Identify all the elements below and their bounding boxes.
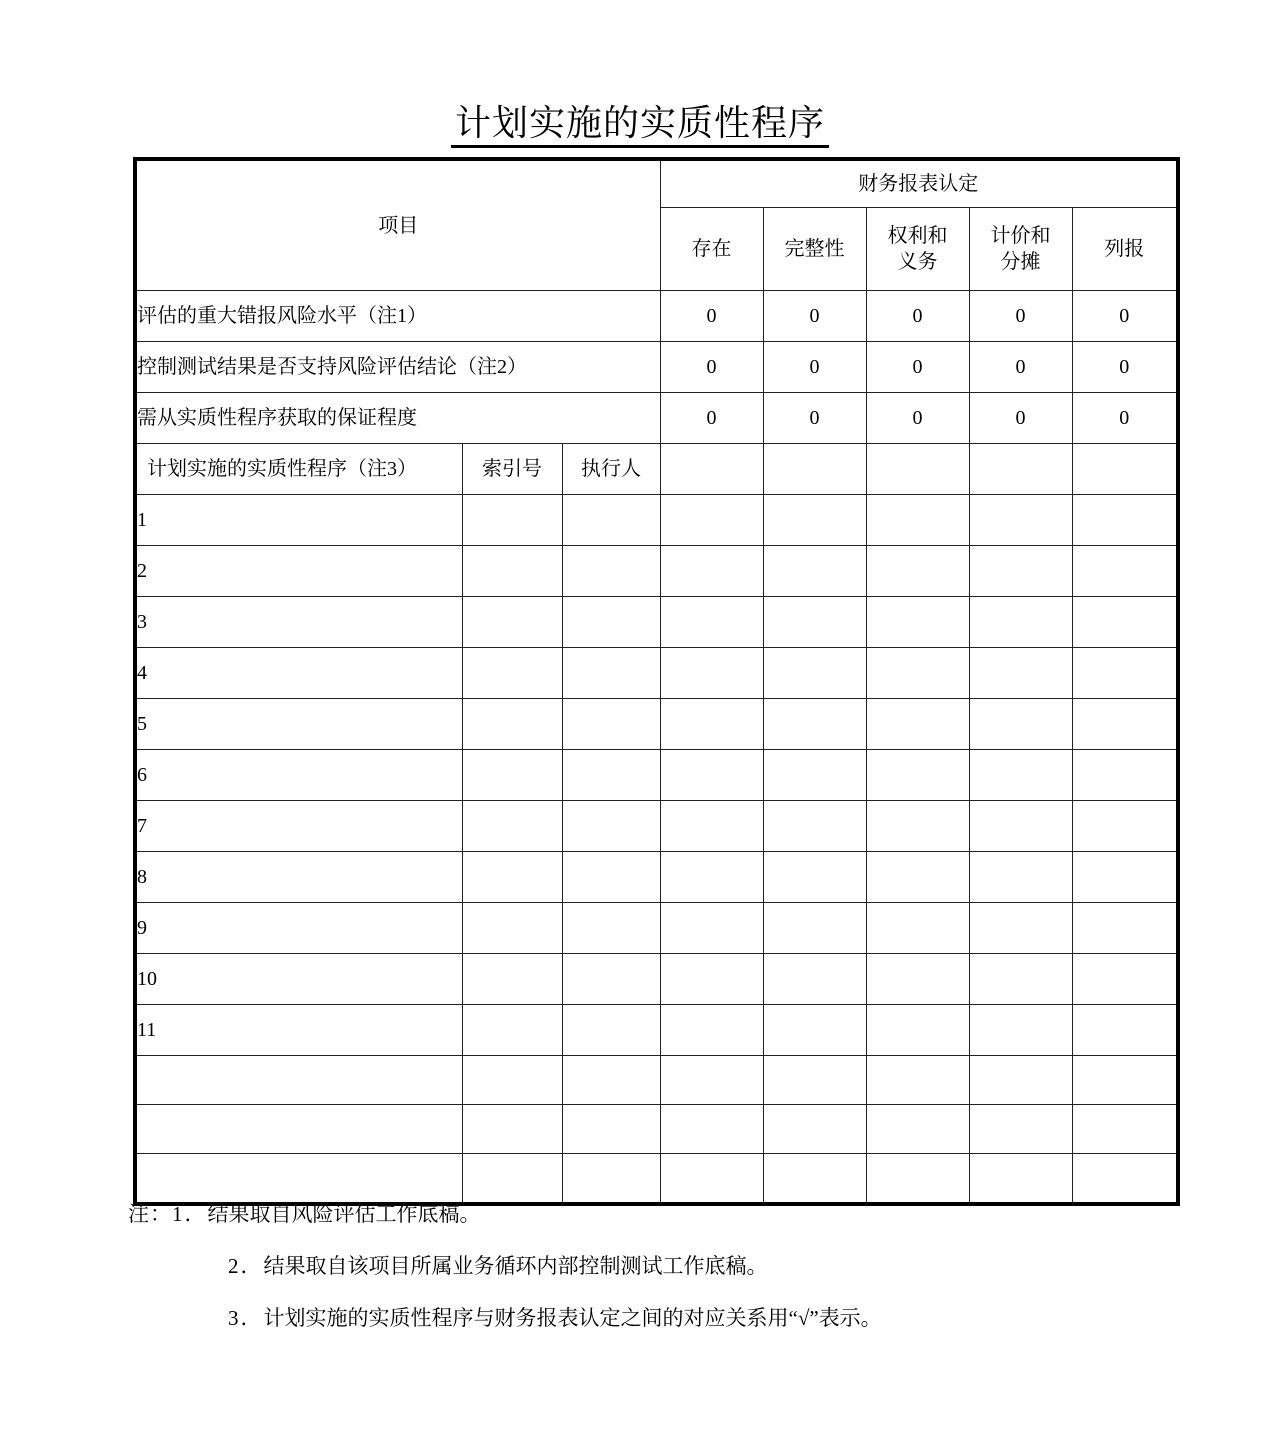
summary-row-2-value-presentation: 0 xyxy=(1072,342,1176,393)
procedure-performer-cell[interactable] xyxy=(562,801,660,852)
procedure-mark-valuation-allocation[interactable] xyxy=(969,546,1072,597)
procedure-mark-presentation[interactable] xyxy=(1072,1154,1176,1203)
summary-row-2-value-rights-obligations: 0 xyxy=(866,342,969,393)
procedure-mark-presentation[interactable] xyxy=(1072,852,1176,903)
procedure-number[interactable]: 9 xyxy=(137,903,462,954)
procedure-mark-rights-obligations[interactable] xyxy=(866,1105,969,1154)
table-row[interactable] xyxy=(137,699,1176,750)
procedure-mark-completeness[interactable] xyxy=(763,801,866,852)
procedure-number[interactable]: 10 xyxy=(137,954,462,1005)
procedure-performer-cell[interactable] xyxy=(562,699,660,750)
summary-row-2-value-valuation-allocation: 0 xyxy=(969,342,1072,393)
table-row[interactable] xyxy=(137,801,1176,852)
procedure-performer-cell[interactable] xyxy=(562,495,660,546)
summary-row-3-value-rights-obligations: 0 xyxy=(866,393,969,444)
procedure-mark-valuation-allocation[interactable] xyxy=(969,954,1072,1005)
procedure-index-cell[interactable] xyxy=(462,546,562,597)
note-number-2: 2． xyxy=(228,1254,264,1278)
summary-row-3-value-valuation-allocation: 0 xyxy=(969,393,1072,444)
table-header-row-1 xyxy=(137,161,1176,208)
procedure-number[interactable] xyxy=(137,1154,462,1203)
procedure-index-cell[interactable] xyxy=(462,954,562,1005)
procedure-mark-completeness[interactable] xyxy=(763,1005,866,1056)
summary-row-3-value-completeness: 0 xyxy=(763,393,866,444)
procedure-performer-cell[interactable] xyxy=(562,1154,660,1203)
procedure-mark-existence[interactable] xyxy=(660,801,763,852)
procedure-mark-valuation-allocation[interactable] xyxy=(969,495,1072,546)
procedure-mark-presentation[interactable] xyxy=(1072,1105,1176,1154)
summary-row-label-1: 评估的重大错报风险水平（注1） xyxy=(137,291,660,342)
procedure-number[interactable]: 2 xyxy=(137,546,462,597)
procedure-mark-valuation-allocation[interactable] xyxy=(969,699,1072,750)
procedure-header-index: 索引号 xyxy=(462,444,562,495)
procedure-mark-completeness[interactable] xyxy=(763,546,866,597)
procedure-index-cell[interactable] xyxy=(462,648,562,699)
procedure-mark-existence[interactable] xyxy=(660,597,763,648)
header-assertion-completeness: 完整性 xyxy=(763,208,866,291)
procedure-index-cell[interactable] xyxy=(462,903,562,954)
procedure-mark-presentation[interactable] xyxy=(1072,903,1176,954)
note-text-3: 计划实施的实质性程序与财务报表认定之间的对应关系用“√”表示。 xyxy=(263,1306,882,1330)
procedure-mark-presentation[interactable] xyxy=(1072,750,1176,801)
table-row[interactable] xyxy=(137,1105,1176,1154)
procedure-mark-completeness[interactable] xyxy=(763,699,866,750)
header-assertions-group: 财务报表认定 xyxy=(660,161,1176,208)
procedure-index-cell[interactable] xyxy=(462,852,562,903)
procedure-index-cell[interactable] xyxy=(462,750,562,801)
procedure-mark-existence[interactable] xyxy=(660,903,763,954)
summary-row-1-value-existence: 0 xyxy=(660,291,763,342)
table xyxy=(137,161,1176,1202)
procedure-number[interactable] xyxy=(137,1105,462,1154)
procedure-mark-valuation-allocation[interactable] xyxy=(969,1005,1072,1056)
procedure-header-cell-rights-obligations xyxy=(866,444,969,495)
procedure-number[interactable]: 6 xyxy=(137,750,462,801)
procedure-header-cell-completeness xyxy=(763,444,866,495)
procedure-performer-cell[interactable] xyxy=(562,903,660,954)
procedure-mark-completeness[interactable] xyxy=(763,750,866,801)
procedure-mark-rights-obligations[interactable] xyxy=(866,1005,969,1056)
procedure-mark-existence[interactable] xyxy=(660,648,763,699)
table-row xyxy=(137,393,1176,444)
table-row[interactable] xyxy=(137,852,1176,903)
procedure-index-cell[interactable] xyxy=(462,801,562,852)
summary-row-1-value-completeness: 0 xyxy=(763,291,866,342)
table-row xyxy=(137,342,1176,393)
procedure-performer-cell[interactable] xyxy=(562,1105,660,1154)
procedure-performer-cell[interactable] xyxy=(562,750,660,801)
summary-row-1-value-presentation: 0 xyxy=(1072,291,1176,342)
header-assertion-presentation: 列报 xyxy=(1072,208,1176,291)
table-row[interactable] xyxy=(137,750,1176,801)
procedure-index-cell[interactable] xyxy=(462,699,562,750)
table-row[interactable] xyxy=(137,903,1176,954)
summary-row-2-value-completeness: 0 xyxy=(763,342,866,393)
procedure-number[interactable]: 5 xyxy=(137,699,462,750)
summary-row-3-value-presentation: 0 xyxy=(1072,393,1176,444)
note-item-3 xyxy=(128,1304,1228,1332)
procedure-mark-rights-obligations[interactable] xyxy=(866,546,969,597)
procedure-mark-valuation-allocation[interactable] xyxy=(969,597,1072,648)
procedure-performer-cell[interactable] xyxy=(562,597,660,648)
procedure-mark-completeness[interactable] xyxy=(763,648,866,699)
note-item-1 xyxy=(128,1200,1228,1228)
procedure-mark-existence[interactable] xyxy=(660,1105,763,1154)
procedure-mark-rights-obligations[interactable] xyxy=(866,903,969,954)
procedure-header-cell-presentation xyxy=(1072,444,1176,495)
note-number-1: 1． xyxy=(172,1202,208,1226)
header-assertion-valuation-allocation: 计价和分摊 xyxy=(969,208,1072,291)
table-row xyxy=(137,291,1176,342)
procedure-mark-existence[interactable] xyxy=(660,1005,763,1056)
table-row[interactable] xyxy=(137,1154,1176,1203)
procedure-mark-presentation[interactable] xyxy=(1072,1056,1176,1105)
table-row[interactable] xyxy=(137,597,1176,648)
procedure-mark-existence[interactable] xyxy=(660,954,763,1005)
procedure-index-cell[interactable] xyxy=(462,597,562,648)
procedure-index-cell[interactable] xyxy=(462,495,562,546)
procedure-index-cell[interactable] xyxy=(462,1105,562,1154)
procedure-index-cell[interactable] xyxy=(462,1005,562,1056)
procedure-mark-completeness[interactable] xyxy=(763,1056,866,1105)
procedure-number[interactable]: 11 xyxy=(137,1005,462,1056)
procedure-number[interactable]: 4 xyxy=(137,648,462,699)
procedure-header-cell-valuation-allocation xyxy=(969,444,1072,495)
procedure-mark-valuation-allocation[interactable] xyxy=(969,852,1072,903)
summary-row-label-2: 控制测试结果是否支持风险评估结论（注2） xyxy=(137,342,660,393)
procedure-mark-completeness[interactable] xyxy=(763,954,866,1005)
table-row[interactable] xyxy=(137,546,1176,597)
notes-block xyxy=(128,1200,1228,1356)
procedure-mark-valuation-allocation[interactable] xyxy=(969,801,1072,852)
procedure-mark-completeness[interactable] xyxy=(763,1105,866,1154)
procedure-mark-rights-obligations[interactable] xyxy=(866,801,969,852)
page-title xyxy=(0,100,1280,146)
procedure-performer-cell[interactable] xyxy=(562,648,660,699)
procedure-performer-cell[interactable] xyxy=(562,954,660,1005)
table-row[interactable] xyxy=(137,1056,1176,1105)
procedure-mark-rights-obligations[interactable] xyxy=(866,648,969,699)
procedure-mark-rights-obligations[interactable] xyxy=(866,1056,969,1105)
procedure-mark-rights-obligations[interactable] xyxy=(866,1154,969,1203)
procedure-subheader-row xyxy=(137,444,1176,495)
procedure-index-cell[interactable] xyxy=(462,1056,562,1105)
procedure-mark-existence[interactable] xyxy=(660,750,763,801)
procedure-mark-rights-obligations[interactable] xyxy=(866,954,969,1005)
procedure-mark-rights-obligations[interactable] xyxy=(866,699,969,750)
header-assertion-rights-obligations: 权利和义务 xyxy=(866,208,969,291)
procedure-mark-valuation-allocation[interactable] xyxy=(969,1105,1072,1154)
procedure-header-cell-existence xyxy=(660,444,763,495)
table-row[interactable] xyxy=(137,1005,1176,1056)
procedure-mark-completeness[interactable] xyxy=(763,495,866,546)
procedure-mark-presentation[interactable] xyxy=(1072,954,1176,1005)
note-number-3: 3． xyxy=(228,1306,264,1330)
procedure-performer-cell[interactable] xyxy=(562,1056,660,1105)
procedure-performer-cell[interactable] xyxy=(562,1005,660,1056)
notes-prefix: 注： xyxy=(128,1202,172,1226)
procedure-number[interactable]: 3 xyxy=(137,597,462,648)
procedure-mark-existence[interactable] xyxy=(660,546,763,597)
table-row[interactable] xyxy=(137,495,1176,546)
procedure-mark-presentation[interactable] xyxy=(1072,597,1176,648)
procedure-mark-rights-obligations[interactable] xyxy=(866,750,969,801)
procedure-mark-existence[interactable] xyxy=(660,852,763,903)
procedure-number[interactable]: 8 xyxy=(137,852,462,903)
header-project: 项目 xyxy=(137,161,660,291)
procedure-header-performer: 执行人 xyxy=(562,444,660,495)
procedure-mark-completeness[interactable] xyxy=(763,903,866,954)
note-text-1: 结果取自风险评估工作底稿。 xyxy=(207,1202,481,1226)
page-title-text: 计划实施的实质性程序 xyxy=(451,103,829,148)
procedure-mark-valuation-allocation[interactable] xyxy=(969,903,1072,954)
procedure-header-label: 计划实施的实质性程序（注3） xyxy=(137,444,462,495)
table-row[interactable] xyxy=(137,648,1176,699)
summary-row-1-value-valuation-allocation: 0 xyxy=(969,291,1072,342)
procedure-mark-valuation-allocation[interactable] xyxy=(969,750,1072,801)
procedure-mark-valuation-allocation[interactable] xyxy=(969,1154,1072,1203)
procedure-performer-cell[interactable] xyxy=(562,546,660,597)
summary-row-3-value-existence: 0 xyxy=(660,393,763,444)
procedure-mark-presentation[interactable] xyxy=(1072,699,1176,750)
summary-row-label-3: 需从实质性程序获取的保证程度 xyxy=(137,393,660,444)
procedure-mark-completeness[interactable] xyxy=(763,597,866,648)
procedure-mark-existence[interactable] xyxy=(660,1154,763,1203)
procedure-performer-cell[interactable] xyxy=(562,852,660,903)
procedure-number[interactable]: 1 xyxy=(137,495,462,546)
procedure-index-cell[interactable] xyxy=(462,1154,562,1203)
substantive-procedures-table xyxy=(133,157,1180,1206)
procedure-mark-valuation-allocation[interactable] xyxy=(969,648,1072,699)
summary-row-1-value-rights-obligations: 0 xyxy=(866,291,969,342)
procedure-mark-existence[interactable] xyxy=(660,495,763,546)
header-assertion-existence: 存在 xyxy=(660,208,763,291)
table-row[interactable] xyxy=(137,954,1176,1005)
procedure-mark-presentation[interactable] xyxy=(1072,801,1176,852)
procedure-mark-completeness[interactable] xyxy=(763,1154,866,1203)
procedure-mark-rights-obligations[interactable] xyxy=(866,852,969,903)
procedure-mark-existence[interactable] xyxy=(660,1056,763,1105)
procedure-mark-presentation[interactable] xyxy=(1072,648,1176,699)
summary-row-2-value-existence: 0 xyxy=(660,342,763,393)
procedure-mark-valuation-allocation[interactable] xyxy=(969,1056,1072,1105)
procedure-mark-completeness[interactable] xyxy=(763,852,866,903)
procedure-mark-existence[interactable] xyxy=(660,699,763,750)
note-text-2: 结果取自该项目所属业务循环内部控制测试工作底稿。 xyxy=(263,1254,768,1278)
procedure-number[interactable] xyxy=(137,1056,462,1105)
procedure-number[interactable]: 7 xyxy=(137,801,462,852)
procedure-mark-presentation[interactable] xyxy=(1072,495,1176,546)
procedure-mark-rights-obligations[interactable] xyxy=(866,597,969,648)
note-item-2 xyxy=(128,1252,1228,1280)
procedure-mark-rights-obligations[interactable] xyxy=(866,495,969,546)
procedure-mark-presentation[interactable] xyxy=(1072,1005,1176,1056)
procedure-mark-presentation[interactable] xyxy=(1072,546,1176,597)
